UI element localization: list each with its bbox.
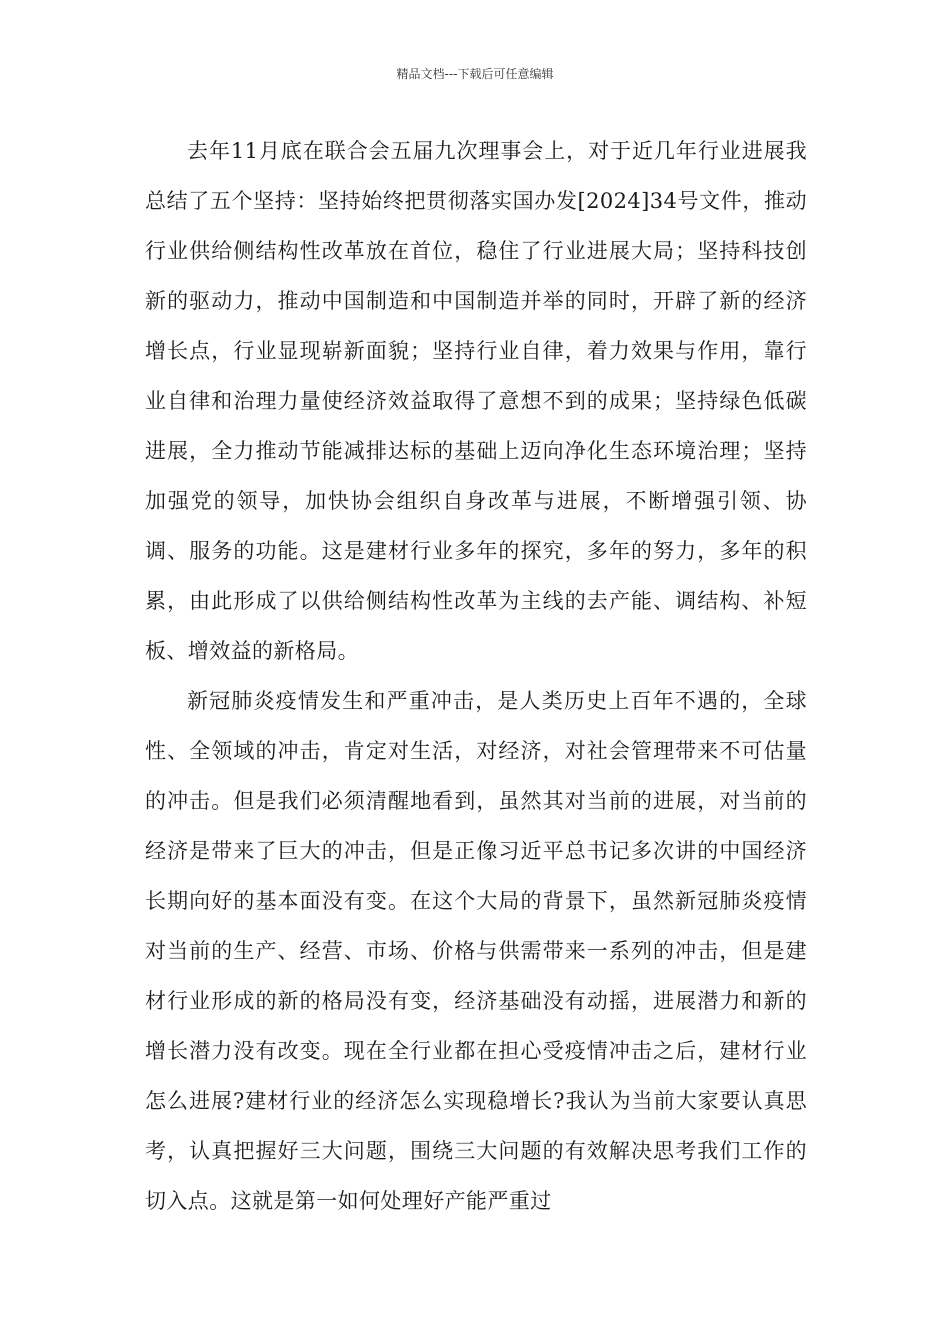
page-header: 精品文档---下载后可任意编辑	[396, 67, 554, 81]
paragraph-1: 去年11月底在联合会五届九次理事会上，对于近几年行业进展我总结了五个坚持：坚持始终把贯彻落实国办发[2024]34号文件，推动行业供给侧结构性改革放在首位，稳住了行业进展大局；坚持科技创新的驱动力，推动中国制造和中国制造并举的同时，开辟了新的经济增长点，行业显现崭新面貌；坚持行业自律，着力效果与作用，靠行业自律和治理力量使经济效益取得了意想不到的成果；坚持绿色低碳进展，全力推动节能减排达标的基础上迈向净化生态环境治理；坚持加强党的领导，加快协会组织自身改革与进展，不断增强引领、协调、服务的功能。这是建材行业多年的探究，多年的努力，多年的积累，由此形成了以供给侧结构性改革为主线的去产能、调结构、补短板、增效益的新格局。	[145, 139, 807, 663]
document-body	[145, 126, 807, 1226]
paragraph-2: 新冠肺炎疫情发生和严重冲击，是人类历史上百年不遇的，全球性、全领域的冲击，肯定对生活，对经济，对社会管理带来不可估量的冲击。但是我们必须清醒地看到，虽然其对当前的进展，对当前的经济是带来了巨大的冲击，但是正像习近平总书记多次讲的中国经济长期向好的基本面没有变。在这个大局的背景下，虽然新冠肺炎疫情对当前的生产、经营、市场、价格与供需带来一系列的冲击，但是建材行业形成的新的格局没有变，经济基础没有动摇，进展潜力和新的增长潜力没有改变。现在全行业都在担心受疫情冲击之后，建材行业怎么进展?建材行业的经济怎么实现稳增长?我认为当前大家要认真思考，认真把握好三大问题，围绕三大问题的有效解决思考我们工作的切入点。这就是第一如何处理好产能严重过	[145, 689, 807, 1213]
